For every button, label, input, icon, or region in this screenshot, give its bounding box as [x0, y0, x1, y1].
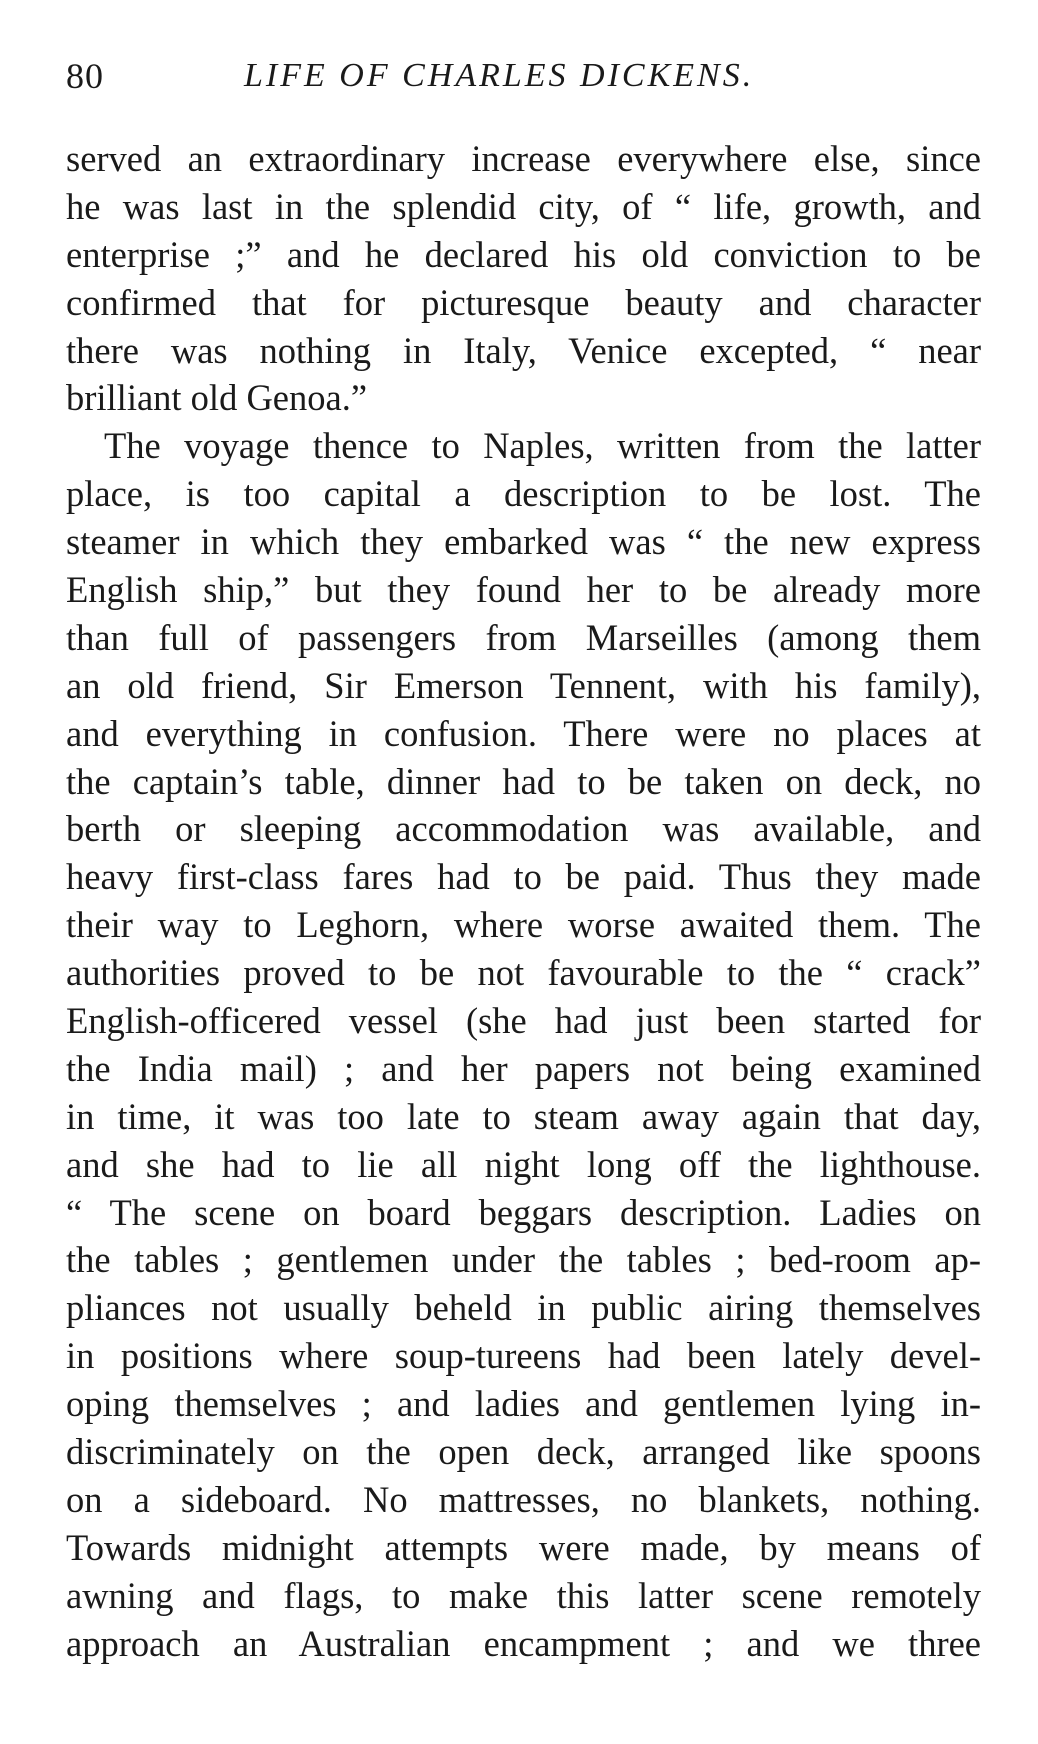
text-line: discriminately on the open deck, arranged like spoons: [66, 1431, 981, 1473]
text-line: than full of passengers from Marseilles (among them: [66, 616, 981, 658]
text-line: and she had to lie all night long off the lighthouse.: [66, 1143, 981, 1185]
text-line: confirmed that for picturesque beauty and character: [66, 281, 981, 323]
text-line: approach an Australian encampment ; and we three: [66, 1622, 981, 1664]
text-line: heavy first-class fares had to be paid. Thus they made: [66, 856, 981, 898]
paragraph-end-line: brilliant old Genoa.”: [66, 377, 368, 419]
text-line: “ The scene on board beggars description. Ladies on: [66, 1191, 981, 1233]
text-line: Towards midnight attempts were made, by means of: [66, 1526, 981, 1568]
text-line: pliances not usually beheld in public airing themselves: [66, 1287, 981, 1329]
text-line: the captain’s table, dinner had to be taken on deck, no: [66, 760, 981, 802]
text-line: an old friend, Sir Emerson Tennent, with his family),: [66, 664, 981, 706]
text-line: steamer in which they embarked was “ the new express: [66, 521, 981, 563]
page-number: 80: [66, 56, 104, 96]
body-text: [66, 135, 981, 1668]
text-line: on a sideboard. No mattresses, no blankets, nothing.: [66, 1478, 981, 1520]
text-line: he was last in the splendid city, of “ life, growth, and: [66, 185, 981, 227]
text-line: the India mail) ; and her papers not being examined: [66, 1047, 981, 1089]
running-header: [66, 52, 981, 100]
paragraph-start-line: The voyage thence to Naples, written from the latter: [104, 425, 981, 467]
text-line: berth or sleeping accommodation was available, and: [66, 808, 981, 850]
text-line: and everything in confusion. There were no places at: [66, 712, 981, 754]
text-line: their way to Leghorn, where worse awaited them. The: [66, 904, 981, 946]
text-line: awning and flags, to make this latter scene remotely: [66, 1574, 981, 1616]
text-line: place, is too capital a description to be lost. The: [66, 473, 981, 515]
text-line: in positions where soup-tureens had been lately devel-: [66, 1335, 981, 1377]
text-line: served an extraordinary increase everywhere else, since: [66, 138, 981, 179]
text-line: oping themselves ; and ladies and gentlemen lying in-: [66, 1383, 981, 1425]
text-line: English-officered vessel (she had just been started for: [66, 1000, 981, 1042]
text-line: there was nothing in Italy, Venice excepted, “ near: [66, 329, 981, 371]
text-line: enterprise ;” and he declared his old conviction to be: [66, 233, 981, 275]
running-title: LIFE OF CHARLES DICKENS.: [244, 57, 755, 94]
text-line: in time, it was too late to steam away again that day,: [66, 1095, 981, 1137]
text-line: the tables ; gentlemen under the tables ; bed-room ap-: [66, 1239, 981, 1281]
text-line: authorities proved to be not favourable to the “ crack”: [66, 952, 981, 994]
text-line: English ship,” but they found her to be already more: [66, 569, 981, 611]
